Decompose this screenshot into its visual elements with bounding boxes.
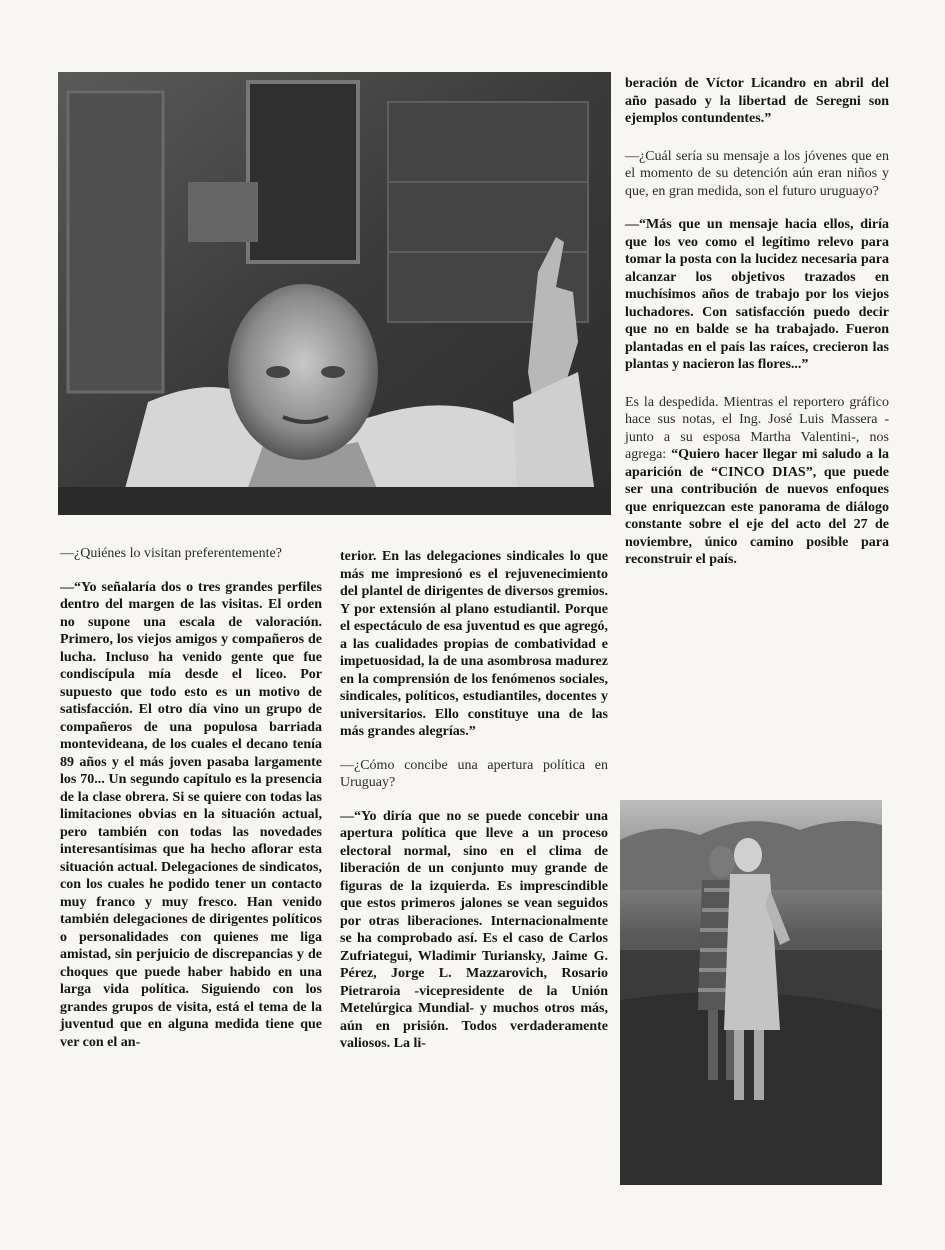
photo-interview-man (58, 72, 611, 515)
answer-message-youth: —“Más que un mensaje hacia ellos, diría que los veo como el legítimo relevo para tomar la posta con la lucidez necesaria para alcanzar los objetivos trazados en muchísimos años de trabajo por los viejos luchadores. Con satisfacción puedo decir que no en balde se ha trabajado. Fueron plantadas en el país las raíces, crecieron las plantas y nacieron las flores...” (625, 217, 889, 372)
closing-intro: Es la despedida. Mientras el reportero gráfico hace sus notas, el Ing. José Luis Massera -junto a su esposa Martha Valentini-, nos agrega: (625, 394, 889, 462)
article-column-2 (340, 548, 608, 1069)
closing-paragraph (625, 394, 889, 569)
article-column-1 (60, 545, 322, 1067)
question-visitors: —¿Quiénes lo visitan preferentemente? (60, 546, 282, 561)
answer-visitors-continued: terior. En las delegaciones sindicales lo que más me impresionó es el rejuvenecimiento del plantel de dirigentes de diversos gremios. Y por extensión al plano estudiantil. Porque el espectáculo de esa juventud es que agregó, a las cualidades propias de combatividad e impetuosidad, la de una asombrosa madurez en la comprensión de los fenómenos sociales, sindicales, políticos, estudiantiles, docentes y universitarios. Ello constituye una de las más grandes alegrías.” (340, 549, 608, 739)
question-political-opening: —¿Cómo concibe una apertura política en Uruguay? (340, 757, 608, 790)
closing-quote: “Quiero hacer llegar mi saludo a la aparición de “CINCO DIAS”, que puede ser una contribución de nuevos enfoques que enriquezcan este panorama de diálogo constante sobre el eje del acto del 27 de noviembre, único camino posible para reconstruir el país. (625, 447, 889, 567)
question-message-youth: —¿Cuál sería su mensaje a los jóvenes que en el momento de su detención aún eran niños y que, en gran medida, son el futuro uruguayo? (625, 148, 889, 199)
photo-couple-outdoors (620, 800, 882, 1185)
answer-political-opening-continued: beración de Víctor Licandro en abril del año pasado y la libertad de Seregni son ejemplos contundentes.” (625, 76, 889, 126)
answer-political-opening: —“Yo diría que no se puede concebir una apertura política que lleve a un proceso electoral normal, sino en el clima de liberación de un conjunto muy grande de figuras de la izquierda. Es imprescindible que estos primeros jalones se vean seguidos por otras liberaciones. Internacionalmente se ha comprobado así. Es el caso de Carlos Zufriategui, Wladimir Turiansky, Jaime G. Pérez, Jorge L. Mazzarovich, Rosario Pietraroia -vicepresidente de la Unión Metelúrgica Mundial- y muchos otros más, aún en prisión. Todos verdaderamente valiosos. La li- (340, 808, 608, 1051)
answer-visitors: —“Yo señalaría dos o tres grandes perfiles dentro del margen de las visitas. El orden no supone una escala de valoración. Primero, los viejos amigos y compañeros de lucha. Incluso ha venido gente que fue condiscípula mía desde el liceo. Por supuesto que todo esto es un motivo de satisfacción. El otro día vino un grupo de compañeros de una populosa barriada montevideana, de los cuales el decano tenía 89 años y el más joven pasaba largamente los 70... Un segundo capítulo es la presencia de la clase obrera. Si se quiere con todas las limitaciones obvias en la situación actual, pero también con todas las novedades interesantísimas que ha hecho aflorar esta situación actual. Delegaciones de sindicatos, con los cuales he podido tener un contacto muy franco y muy fresco. Han venido también delegaciones de dirigentes políticos o personalidades con quienes me liga amistad, sin perjuicio de discrepancias y de choques que puede haber habido en una larga vida política. Siguiendo con los grandes grupos de visita, está el tema de la juventud que en alguna medida tiene que ver con el an- (60, 579, 322, 1050)
article-column-3 (625, 75, 889, 585)
